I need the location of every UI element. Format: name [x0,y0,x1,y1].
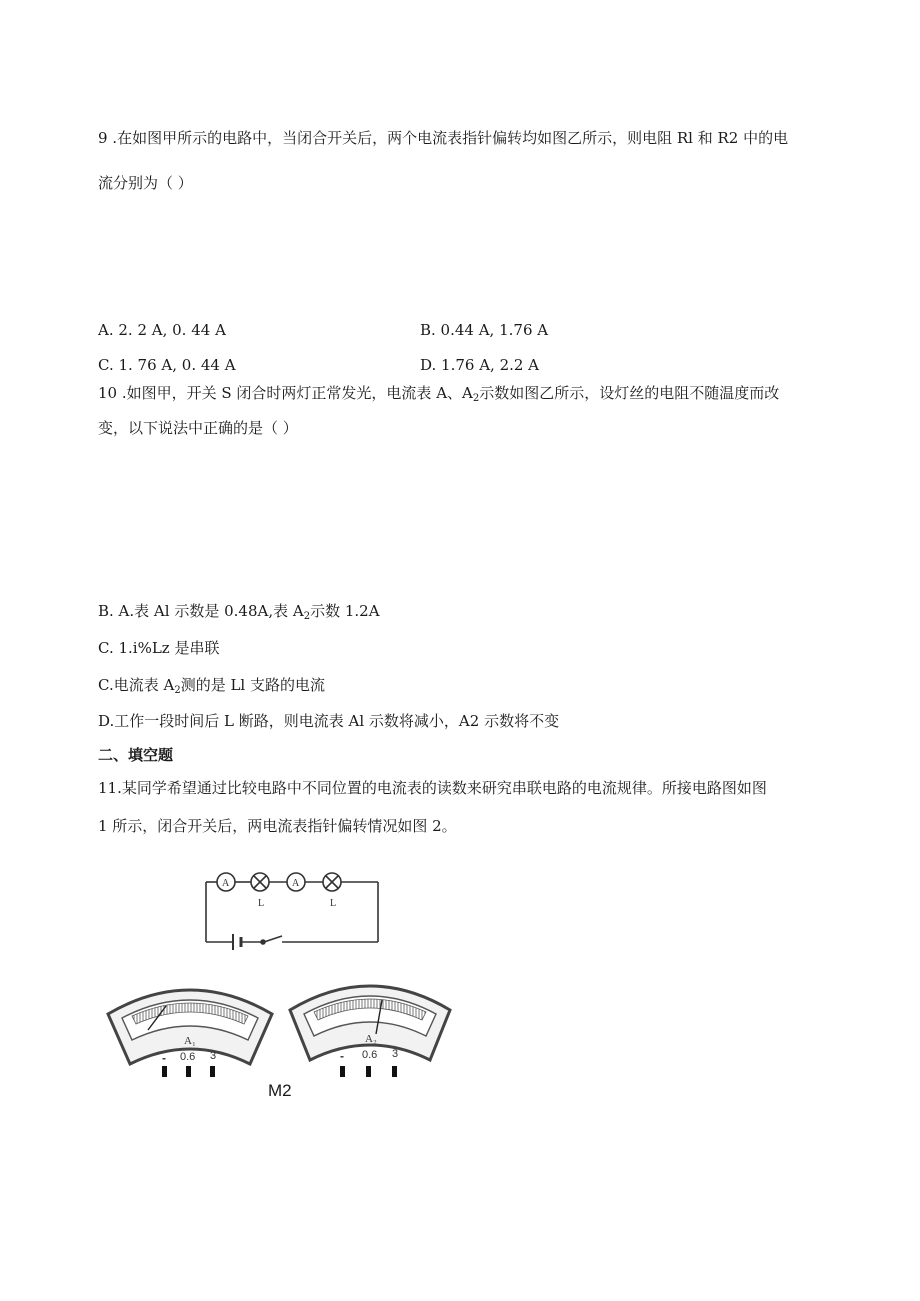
ammeter-1-label: A₁ [184,1035,196,1047]
q10-option-c2-part2: 测的是 Ll 支路的电流 [180,676,325,694]
q9-option-d: D. 1.76 A, 2.2 A [420,356,540,374]
ammeter-a2-label: A [292,878,300,889]
ammeter-2-label: A₂ [365,1033,377,1045]
ammeter-2-terminal-neg: - [340,1049,344,1063]
q10-option-b [98,601,380,621]
ammeter-1-terminal-neg: - [162,1051,166,1065]
circuit-diagram [196,862,386,952]
q9-line1: 9 .在如图甲所示的电路中，当闭合开关后，两个电流表指针偏转均如图乙所示，则电阻 Rl 和 R2 中的电 [98,129,789,147]
ammeter-2-terminal-06: 0.6 [362,1049,378,1061]
lamp-l1-label: L [258,898,265,909]
lamp-l2-label: L [330,898,337,909]
q9-option-a: A. 2. 2 A, 0. 44 A [98,321,226,339]
q10-line1 [98,383,779,403]
ammeter-1 [108,990,272,1077]
q10-line2: 变，以下说法中正确的是（ ） [98,419,298,437]
q10-line1-sub: 2 [472,393,480,404]
q10-option-b-part2: 示数 1.2A [310,602,380,620]
q9-option-b: B. 0.44 A, 1.76 A [420,321,549,339]
q10-option-d: D.工作一段时间后 L 断路，则电流表 Al 示数将减小，A2 示数将不变 [98,712,560,730]
ammeter-1-terminal-3: 3 [210,1050,217,1062]
q11-line1: 11.某同学希望通过比较电路中不同位置的电流表的读数来研究串联电路的电流规律。所接电路图如图 [98,779,767,797]
ammeter-dials [100,972,460,1077]
q10-option-c1: C. 1.i%Lz 是串联 [98,639,220,657]
q10-line1-part2: 示数如图乙所示，设灯丝的电阻不随温度而改 [479,384,780,402]
q10-option-b-part1: B. A.表 Al 示数是 0.48A,表 A [98,602,304,620]
section-heading: 二、填空题 [98,746,174,764]
q9-line2: 流分别为（ ） [98,174,193,192]
ammeter-2 [290,986,450,1077]
ammeter-1-terminal-06: 0.6 [180,1051,196,1063]
figure-caption: M2 [268,1081,292,1100]
q10-line1-part1: 10 .如图甲，开关 S 闭合时两灯正常发光，电流表 A、A [98,384,473,402]
q11-line2: 1 所示，闭合开关后，两电流表指针偏转情况如图 2。 [98,817,457,835]
q10-option-c2 [98,675,325,695]
ammeter-a1-label: A [222,878,230,889]
q9-option-c: C. 1. 76 A, 0. 44 A [98,356,236,374]
ammeter-2-terminal-3: 3 [392,1048,399,1060]
q10-option-c2-part1: C.电流表 A [98,676,175,694]
q10-option-c2-sub: 2 [174,685,181,696]
q10-option-b-sub: 2 [303,611,311,622]
